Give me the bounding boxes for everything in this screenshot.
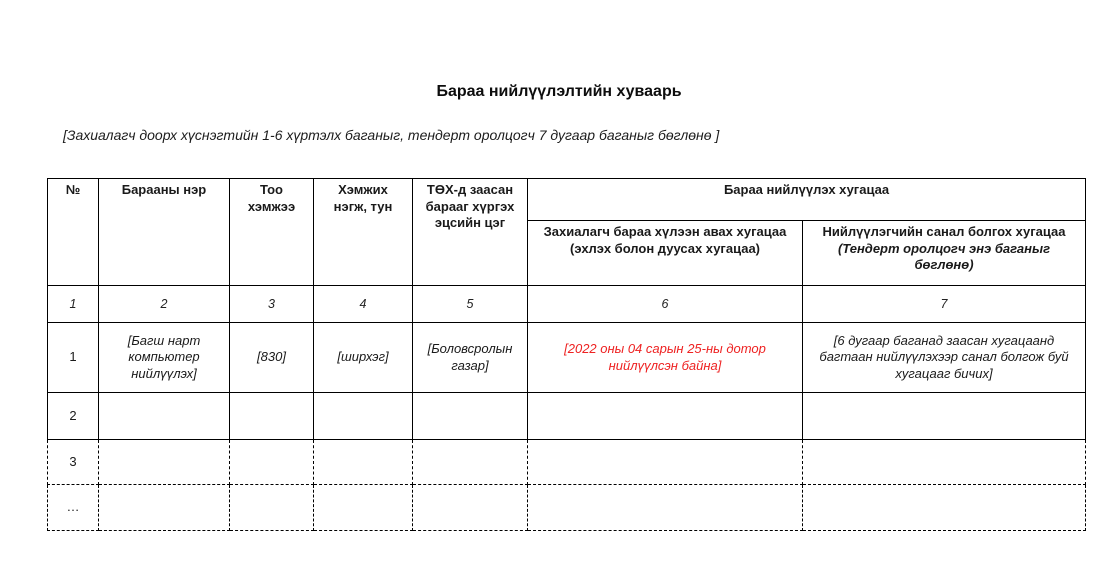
cell-supplier-offer [803,393,1086,440]
cell-unit: [ширхэг] [314,323,413,393]
header-supplier-period [803,221,1086,286]
cell-unit [314,440,413,485]
table-row-1 [48,323,1086,393]
cell-buyer-deadline [528,440,803,485]
column-index-5: 5 [413,286,528,323]
header-supplier-period-main: Нийлүүлэгчийн санал болгох хугацаа [822,224,1066,239]
table-header-row [48,179,1086,221]
table-row-2 [48,393,1086,440]
cell-buyer-deadline [528,393,803,440]
cell-quantity: [830] [230,323,314,393]
cell-quantity [230,440,314,485]
cell-quantity [230,393,314,440]
cell-row-number: 2 [48,393,99,440]
cell-destination: [Боловсролын газар] [413,323,528,393]
table-row-ellipsis [48,485,1086,531]
cell-supplier-offer [803,440,1086,485]
header-destination: ТӨХ-д заасан барааг хүргэх эцсийн цэг [413,179,528,286]
cell-item-name [99,440,230,485]
column-index-4: 4 [314,286,413,323]
cell-unit [314,485,413,531]
cell-unit [314,393,413,440]
header-buyer-period: Захиалагч бараа хүлээн авах хугацаа (эхлэх болон дуусах хугацаа) [528,221,803,286]
cell-row-number: … [48,485,99,531]
cell-quantity [230,485,314,531]
cell-row-number: 3 [48,440,99,485]
header-supply-period-group: Бараа нийлүүлэх хугацаа [528,179,1086,221]
supply-schedule-table [47,178,1086,531]
header-unit: Хэмжих нэгж, тун [314,179,413,286]
column-numbering-row [48,286,1086,323]
cell-destination [413,393,528,440]
column-index-1: 1 [48,286,99,323]
header-number: № [48,179,99,286]
column-index-2: 2 [99,286,230,323]
cell-buyer-deadline: [2022 оны 04 сарын 25-ны дотор нийлүүлсэн байна] [528,323,803,393]
header-item-name: Барааны нэр [99,179,230,286]
cell-supplier-offer: [6 дугаар баганад заасан хугацаанд багтаан нийлүүлэхээр санал болгож буй хугацааг бичих] [803,323,1086,393]
header-quantity: Тоо хэмжээ [230,179,314,286]
cell-item-name: [Багш нарт компьютер нийлүүлэх] [99,323,230,393]
cell-item-name [99,393,230,440]
cell-item-name [99,485,230,531]
column-index-6: 6 [528,286,803,323]
cell-supplier-offer [803,485,1086,531]
cell-destination [413,440,528,485]
header-supplier-period-note: (Тендерт оролцогч энэ баганыг бөглөнө) [837,240,1051,273]
page-title: Бараа нийлүүлэлтийн хуваарь [436,83,682,100]
cell-destination [413,485,528,531]
table-row-3 [48,440,1086,485]
instruction-note: [Захиалагч доорх хүснэгтийн 1-6 хүртэлх баганыг, тендерт оролцогч 7 дугаар баганыг бөглөнө ] [63,127,720,143]
column-index-3: 3 [230,286,314,323]
column-index-7: 7 [803,286,1086,323]
cell-row-number: 1 [48,323,99,393]
cell-buyer-deadline [528,485,803,531]
